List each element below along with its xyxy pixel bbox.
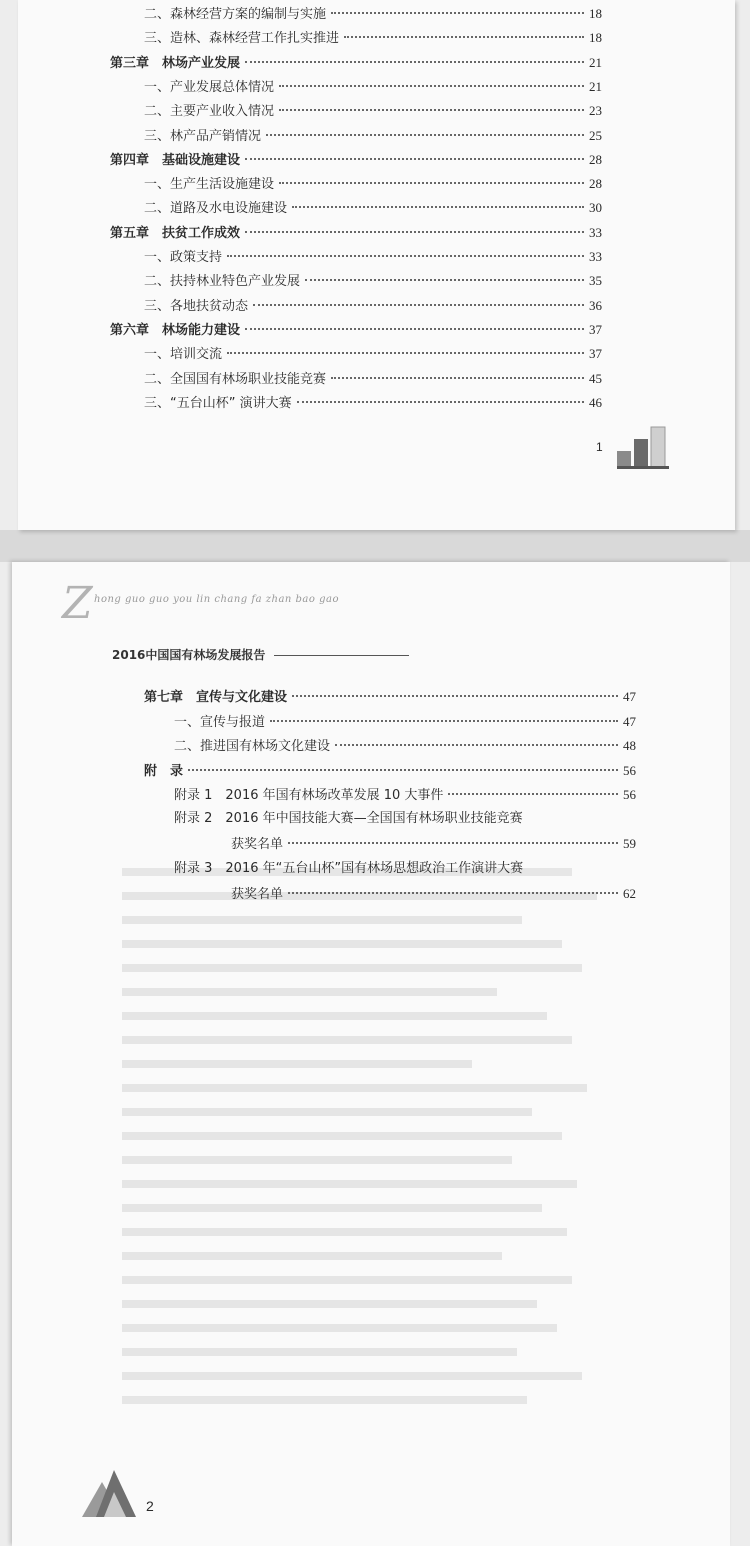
- toc-section-entry[interactable]: [174, 786, 636, 805]
- toc-chapter-entry[interactable]: [144, 688, 636, 707]
- page-gutter: [0, 530, 750, 562]
- toc-entry-title: 一、宣传与报道: [174, 714, 266, 730]
- leader-dots: [266, 134, 584, 136]
- toc-section-entry[interactable]: [144, 345, 602, 364]
- toc-section-entry[interactable]: [144, 272, 602, 291]
- toc-entry-page: 21: [589, 54, 602, 70]
- toc-section-entry[interactable]: [144, 175, 602, 194]
- toc-entry-title: 附录 3 2016 年“五台山杯”国有林场思想政治工作演讲大赛: [174, 861, 524, 876]
- page-number: 2: [146, 1498, 154, 1514]
- leader-dots: [245, 328, 584, 330]
- leader-dots: [344, 36, 584, 38]
- toc-page-1: [18, 0, 735, 530]
- toc-section-entry[interactable]: [144, 394, 602, 413]
- toc-entry-page: 33: [589, 224, 602, 240]
- leader-dots: [227, 352, 584, 354]
- page-number: 1: [596, 440, 603, 454]
- leader-dots: [245, 61, 584, 63]
- leader-dots: [288, 892, 618, 894]
- toc-entry-title: 第三章 林场产业发展: [110, 55, 241, 71]
- toc-entry-page: 33: [589, 249, 602, 264]
- toc-entry-page: 30: [589, 200, 602, 216]
- toc-entry-title: 三、各地扶贫动态: [144, 298, 249, 314]
- toc-entry-page: 37: [589, 346, 602, 362]
- leader-dots: [292, 695, 618, 697]
- toc-entry-appendix-2-cont[interactable]: [231, 835, 636, 854]
- toc-chapter-entry[interactable]: [110, 54, 602, 73]
- toc-entry-title: 二、道路及水电设施建设: [144, 201, 288, 217]
- toc-section-entry[interactable]: [144, 102, 602, 121]
- toc-entry-title: 第四章 基础设施建设: [110, 152, 241, 168]
- toc-entry-title: 三、“五台山杯” 演讲大赛: [144, 395, 292, 411]
- toc-entry-page: 46: [589, 394, 602, 410]
- toc-entry-page: 23: [589, 103, 602, 119]
- toc-entry-title: 第七章 宣传与文化建设: [144, 690, 288, 705]
- toc-chapter-entry[interactable]: [110, 321, 602, 340]
- toc-entry-title: 一、产业发展总体情况: [144, 79, 275, 95]
- header-script: hong guo guo you lin chang fa zhan bao gao: [94, 594, 339, 605]
- leader-dots: [245, 231, 584, 233]
- toc-section-entry[interactable]: [144, 199, 602, 218]
- toc-entry-page: 47: [623, 713, 636, 729]
- toc-section-entry[interactable]: [144, 78, 602, 97]
- leader-dots: [270, 720, 618, 722]
- toc-page-2: [12, 562, 730, 1546]
- tree-logo-icon: [74, 1452, 144, 1522]
- header-rule: [274, 655, 409, 656]
- leader-dots: [292, 206, 584, 208]
- leader-dots: [279, 182, 584, 184]
- toc-entry-title: 二、森林经营方案的编制与实施: [144, 7, 327, 22]
- toc-entry-page: 56: [623, 762, 636, 778]
- toc-entry-page: 18: [589, 30, 602, 46]
- toc-entry-page: 28: [589, 176, 602, 192]
- leader-dots: [279, 109, 584, 111]
- toc-entry-page: 36: [589, 297, 602, 313]
- leader-dots: [279, 85, 584, 87]
- leader-dots: [227, 255, 584, 257]
- toc-entry-title: 获奖名单: [231, 837, 284, 852]
- toc-entry-appendix-2[interactable]: [174, 810, 636, 828]
- toc-entry-title: 一、政策支持: [144, 250, 223, 265]
- toc-entry-title: 获奖名单: [231, 887, 284, 902]
- toc-section-entry[interactable]: [144, 370, 602, 389]
- bar-logo-icon: [615, 425, 675, 470]
- leader-dots: [288, 842, 618, 844]
- toc-section-entry[interactable]: [144, 5, 602, 24]
- leader-dots: [245, 158, 584, 160]
- toc-entry-appendix-3-cont[interactable]: [231, 885, 636, 904]
- toc-entry-title: 附录 1 2016 年国有林场改革发展 10 大事件: [174, 788, 444, 803]
- toc-entry-page: 21: [589, 78, 602, 94]
- leader-dots: [253, 304, 584, 306]
- toc-entry-title: 二、扶持林业特色产业发展: [144, 274, 301, 290]
- toc-chapter-entry[interactable]: [110, 151, 602, 170]
- toc-chapter-entry[interactable]: [144, 762, 636, 781]
- toc-entry-title: 一、生产生活设施建设: [144, 177, 275, 193]
- toc-entry-title: 第六章 林场能力建设: [110, 322, 241, 338]
- toc-section-entry[interactable]: [144, 127, 602, 146]
- toc-entry-page: 47: [623, 689, 636, 704]
- toc-entry-title: 二、全国国有林场职业技能竞赛: [144, 371, 327, 387]
- header-title: 2016中国国有林场发展报告: [112, 648, 266, 662]
- toc-section-entry[interactable]: [174, 713, 636, 732]
- toc-entry-page: 48: [623, 738, 636, 753]
- toc-entry-page: 18: [589, 6, 602, 21]
- toc-entry-title: 三、林产品产销情况: [144, 128, 262, 144]
- toc-section-entry[interactable]: [144, 29, 602, 48]
- leader-dots: [448, 793, 618, 795]
- toc-entry-title: 二、推进国有林场文化建设: [174, 739, 331, 754]
- toc-section-entry[interactable]: [144, 297, 602, 316]
- leader-dots: [335, 744, 618, 746]
- toc-entry-page: 25: [589, 127, 602, 143]
- toc-entry-appendix-3[interactable]: [174, 860, 636, 878]
- toc-entry-title: 一、培训交流: [144, 347, 223, 363]
- toc-section-entry[interactable]: [174, 737, 636, 756]
- toc-entry-title: 三、造林、森林经营工作扎实推进: [144, 31, 340, 47]
- toc-chapter-entry[interactable]: [110, 224, 602, 243]
- leader-dots: [188, 769, 618, 771]
- leader-dots: [297, 401, 584, 403]
- toc-entry-page: 56: [623, 787, 636, 802]
- toc-entry-page: 28: [589, 151, 602, 167]
- toc-entry-title: 二、主要产业收入情况: [144, 104, 275, 120]
- toc-entry-page: 62: [623, 886, 636, 901]
- leader-dots: [331, 377, 584, 379]
- toc-section-entry[interactable]: [144, 248, 602, 267]
- toc-entry-page: 35: [589, 273, 602, 289]
- toc-entry-title: 附 录: [144, 763, 184, 779]
- toc-entry-title: 第五章 扶贫工作成效: [110, 225, 241, 241]
- toc-entry-page: 37: [589, 321, 602, 337]
- leader-dots: [305, 279, 584, 281]
- toc-entry-page: 59: [623, 836, 636, 851]
- bleed-through: [122, 852, 622, 1472]
- leader-dots: [331, 12, 584, 14]
- toc-entry-title: 附录 2 2016 年中国技能大赛—全国国有林场职业技能竞赛: [174, 811, 523, 826]
- header-letter: Z: [62, 578, 93, 629]
- toc-entry-page: 45: [589, 370, 602, 386]
